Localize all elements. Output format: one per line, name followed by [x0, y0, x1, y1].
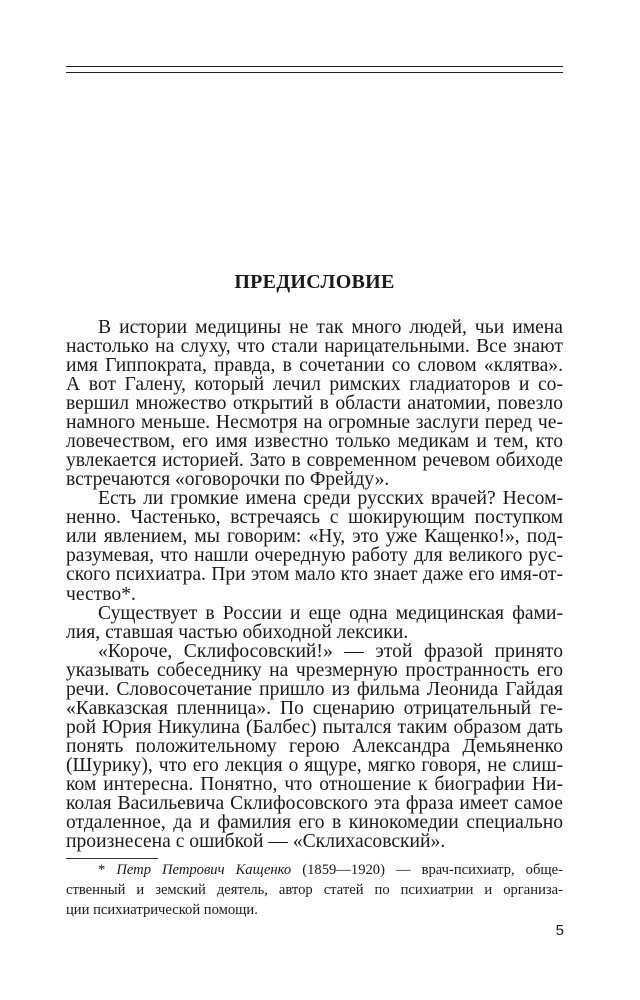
text-line: Есть ли громкие имена среди русских врачей? Несом-	[98, 488, 563, 509]
text-line: имя Гиппократа, правда, в сочетании со словом «клятва».	[66, 355, 563, 376]
text-line: настолько на слуху, что стали нарицательными. Все знают	[66, 336, 563, 357]
text-line: колая Васильевича Склифосовского эта фраза имеет самое	[66, 793, 563, 814]
header-rule-top	[66, 66, 563, 67]
text-line: понять положительному герою Александра Демьяненко	[66, 736, 563, 757]
text-line: А вот Галену, который лечил римских гладиаторов и со-	[66, 374, 563, 395]
footnote-line: ции психиатрической помощи.	[66, 902, 258, 918]
text-line: «Кавказская пленница». По сценарию отрицательный ге-	[66, 698, 563, 719]
chapter-heading: ПРЕДИСЛОВИЕ	[234, 271, 395, 293]
text-line: или явлением, мы говорим: «Ну, это уже Кащенко!», под-	[66, 526, 563, 547]
text-line: встречаются «оговорочки по Фрейду».	[66, 469, 390, 490]
text-line: лия, ставшая частью обиходной лексики.	[66, 622, 409, 643]
text-line: намного меньше. Несмотря на огромные заслуги перед че-	[66, 412, 563, 433]
text-line: ком интересна. Понятно, что отношение к биографии Ни-	[66, 774, 563, 795]
text-line: Существует в России и еще одна медицинская фами-	[98, 603, 563, 624]
text-line: произнесена с ошибкой — «Склихасовский».	[66, 831, 446, 852]
text-line: рой Юрия Никулина (Балбес) пытался таким образом дать	[66, 717, 563, 738]
footnote-person-name: Петр Петрович Кащенко	[116, 862, 292, 878]
text-line: указывать собеседнику на чрезмерную пространность его	[66, 660, 563, 681]
footnote-marker: *	[98, 862, 117, 878]
footnote-separator	[66, 858, 158, 859]
text-line: отдаленное, да и фамилия его в кинокомедии специально	[66, 812, 563, 833]
text-line: увлекается историей. Зато в современном речевом обиходе	[66, 450, 563, 471]
footnote-text: (1859—1920) — врач-психиатр, обще-	[291, 862, 563, 878]
text-line: (Шурику), что его лекция о ящуре, мягко говоря, не слиш-	[66, 755, 563, 776]
text-line: ского психиатра. При этом мало кто знает даже его имя-от-	[66, 564, 563, 585]
footnote-line: ственный и земский деятель, автор статей по психиатрии и организа-	[66, 882, 563, 898]
footnote-line	[98, 860, 563, 880]
header-rule-bottom	[66, 72, 563, 73]
text-line: В истории медицины не так много людей, чьи имена	[98, 317, 563, 338]
text-line: ненно. Частенько, встречаясь с шокирующим поступком	[66, 507, 563, 528]
page-number: 5	[555, 922, 564, 939]
text-line: «Короче, Склифосовский!» — этой фразой принято	[98, 641, 563, 662]
text-line: разумевая, что нашли очередную работу для великого рус-	[66, 545, 563, 566]
text-line: чество*.	[66, 584, 136, 605]
text-line: ловечеством, его имя известно только медикам и тем, кто	[66, 431, 563, 452]
text-line: вершил множество открытий в области анатомии, повезло	[66, 393, 563, 414]
text-line: речи. Словосочетание пришло из фильма Леонида Гайдая	[66, 679, 563, 700]
